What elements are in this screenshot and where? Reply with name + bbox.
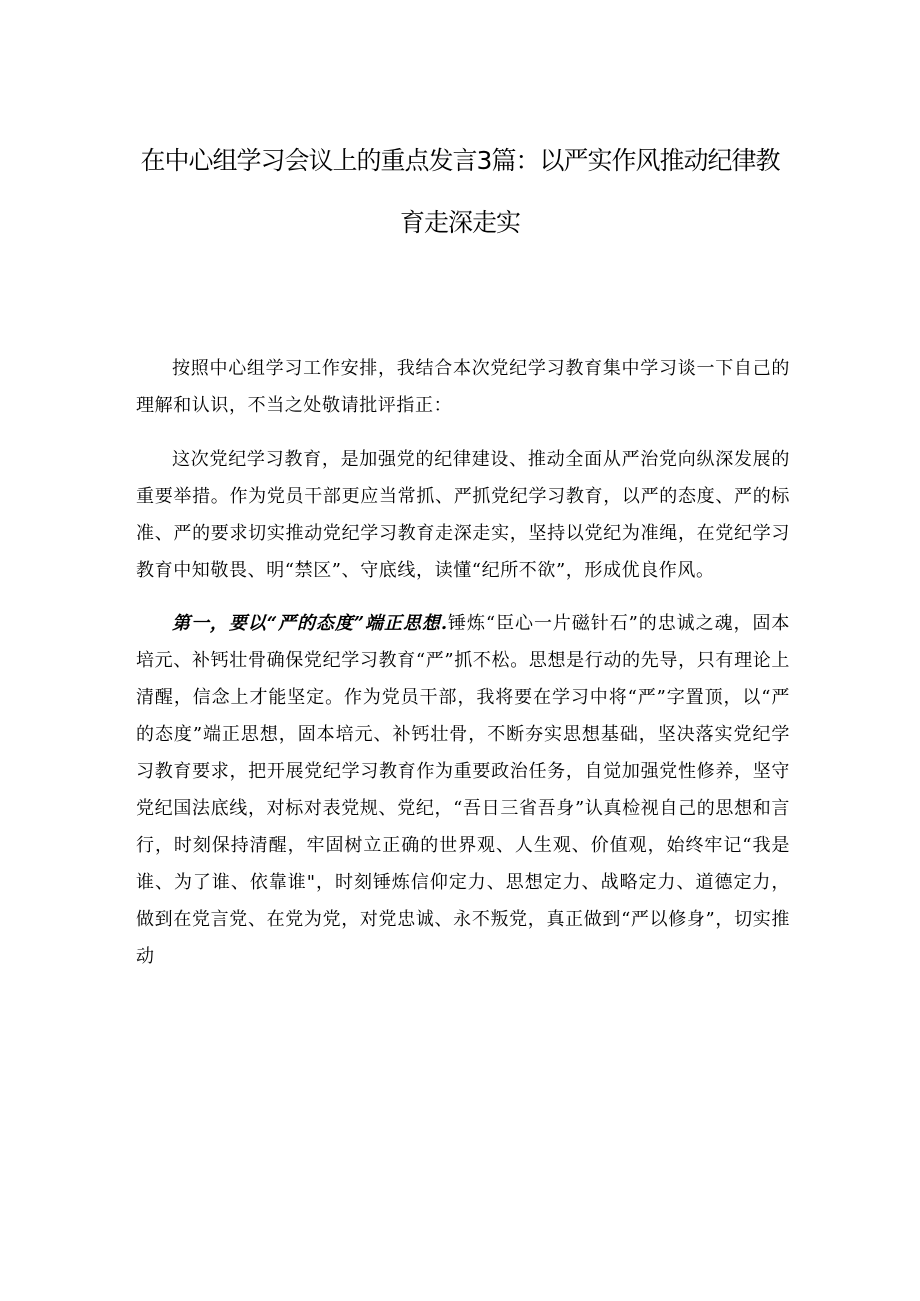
document-title-line-1: 在中心组学习会议上的重点发言3篇：以严实作风推动纪律教 (140, 146, 780, 175)
paragraph-lead-heading: 第一，要以“严的态度”端正思想. (172, 613, 448, 634)
document-title-line-2: 育走深走实 (399, 208, 520, 237)
document-body (136, 350, 790, 992)
paragraph-text: 锤炼“臣心一片磁针石”的忠诚之魂，固本培元、补钙壮骨确保党纪学习教育“严”抓不松。思想是行动的先导，只有理论上清醒，信念上才能坚定。作为党员干部，我将要在学习中将“严”字置顶，以“严的态度”端正思想，固本培元、补钙壮骨，不断夯实思想基础，坚决落实党纪学习教育要求，把开展党纪学习教育作为重要政治任务，自觉加强党性修养，坚守党纪国法底线，对标对表党规、党纪，“吾日三省吾身”认真检视自己的思想和言行，时刻保持清醒，牢固树立正确的世界观、人生观、价值观，始终牢记“我是谁、为了谁、依靠谁"，时刻锤炼信仰定力、思想定力、战略定力、道德定力，做到在党言党、在党为党，对党忠诚、永不叛党，真正做到“严以修身”，切实推动 (136, 613, 790, 967)
paragraph-first-point (136, 605, 790, 975)
paragraph-text: 按照中心组学习工作安排，我结合本次党纪学习教育集中学习谈一下自己的理解和认识，不当之处敬请批评指正： (136, 358, 790, 416)
paragraph-overview (136, 441, 790, 589)
paragraph-intro (136, 350, 790, 424)
paragraph-text: 这次党纪学习教育，是加强党的纪律建设、推动全面从严治党向纵深发展的重要举措。作为党员干部更应当常抓、严抓党纪学习教育，以严的态度、严的标准、严的要求切实推动党纪学习教育走深走实，坚持以党纪为准绳，在党纪学习教育中知敬畏、明“禁区”、守底线，读懂“纪所不欲”，形成优良作风。 (136, 448, 790, 581)
